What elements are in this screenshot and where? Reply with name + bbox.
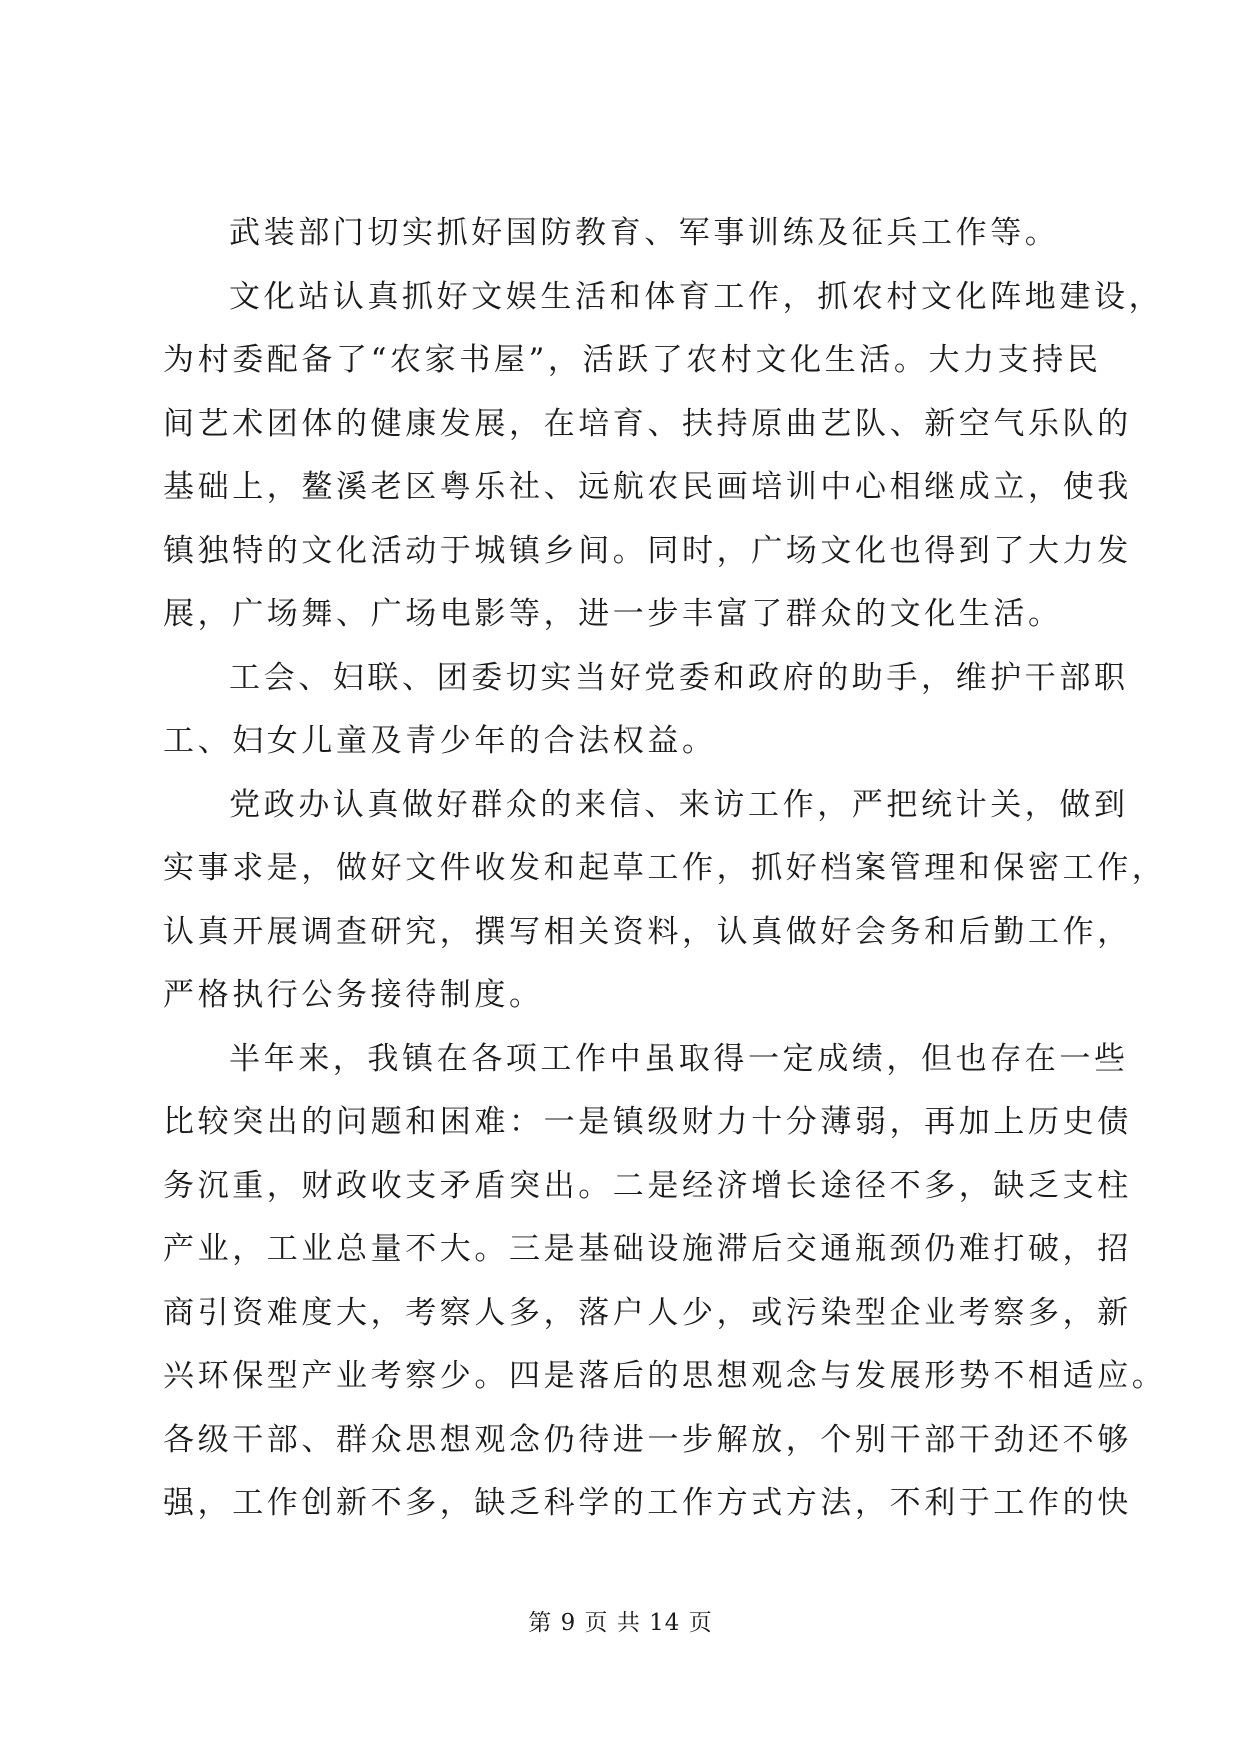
text-line: 半年来，我镇在各项工作中虽取得一定成绩，但也存在一些 xyxy=(229,1040,1129,1077)
text-line: 为村委配备了“农家书屋”，活跃了农村文化生活。大力支持民 xyxy=(163,342,1102,378)
paragraph-problems xyxy=(163,1028,1167,1536)
text-line: 务沉重，财政收支矛盾突出。二是经济增长途径不多，缺乏支柱 xyxy=(163,1167,1132,1204)
text-line: 各级干部、群众思想观念仍待进一步解放，个别干部干劲还不够 xyxy=(163,1421,1132,1458)
paragraph-armed-forces xyxy=(163,202,1093,266)
text-line: 兴环保型产业考察少。四是落后的思想观念与发展形势不相适应。 xyxy=(163,1358,1167,1394)
text-line: 间艺术团体的健康发展，在培育、扶持原曲艺队、新空气乐队的 xyxy=(163,405,1132,442)
paragraph-culture-station xyxy=(163,266,1164,647)
text-line: 产业，工业总量不大。三是基础设施滞后交通瓶颈仍难打破，招 xyxy=(163,1231,1132,1267)
text-line: 工会、妇联、团委切实当好党委和政府的助手，维护干部职 xyxy=(229,659,1129,696)
text-line: 镇独特的文化活动于城镇乡间。同时，广场文化也得到了大力发 xyxy=(163,532,1132,569)
paragraph-party-office xyxy=(163,774,1167,1028)
text-line: 比较突出的问题和困难：一是镇级财力十分薄弱，再加上历史债 xyxy=(163,1104,1132,1140)
text-line: 严格执行公务接待制度。 xyxy=(163,977,544,1013)
page-footer xyxy=(0,1604,1241,1637)
page-number-label: 第 9 页 共 14 页 xyxy=(528,1610,713,1636)
paragraph-unions xyxy=(163,647,1129,774)
text-line: 实事求是，做好文件收发和起草工作，抓好档案管理和保密工作， xyxy=(163,850,1167,886)
text-line: 认真开展调查研究，撰写相关资料，认真做好会务和后勤工作， xyxy=(163,913,1132,950)
document-body xyxy=(163,202,1167,1536)
text-line: 党政办认真做好群众的来信、来访工作，严把统计关，做到 xyxy=(229,786,1129,823)
text-line: 强，工作创新不多，缺乏科学的工作方式方法，不利于工作的快 xyxy=(163,1485,1132,1521)
text-line: 工、妇女儿童及青少年的合法权益。 xyxy=(163,723,717,759)
text-line: 基础上，鳌溪老区粤乐社、远航农民画培训中心相继成立，使我 xyxy=(163,469,1132,505)
text-line: 武装部门切实抓好国防教育、军事训练及征兵工作等。 xyxy=(229,215,1060,251)
text-line: 商引资难度大，考察人多，落户人少，或污染型企业考察多，新 xyxy=(163,1294,1132,1331)
text-line: 文化站认真抓好文娱生活和体育工作，抓农村文化阵地建设， xyxy=(229,278,1164,315)
text-line: 展，广场舞、广场电影等，进一步丰富了群众的文化生活。 xyxy=(163,596,1063,632)
